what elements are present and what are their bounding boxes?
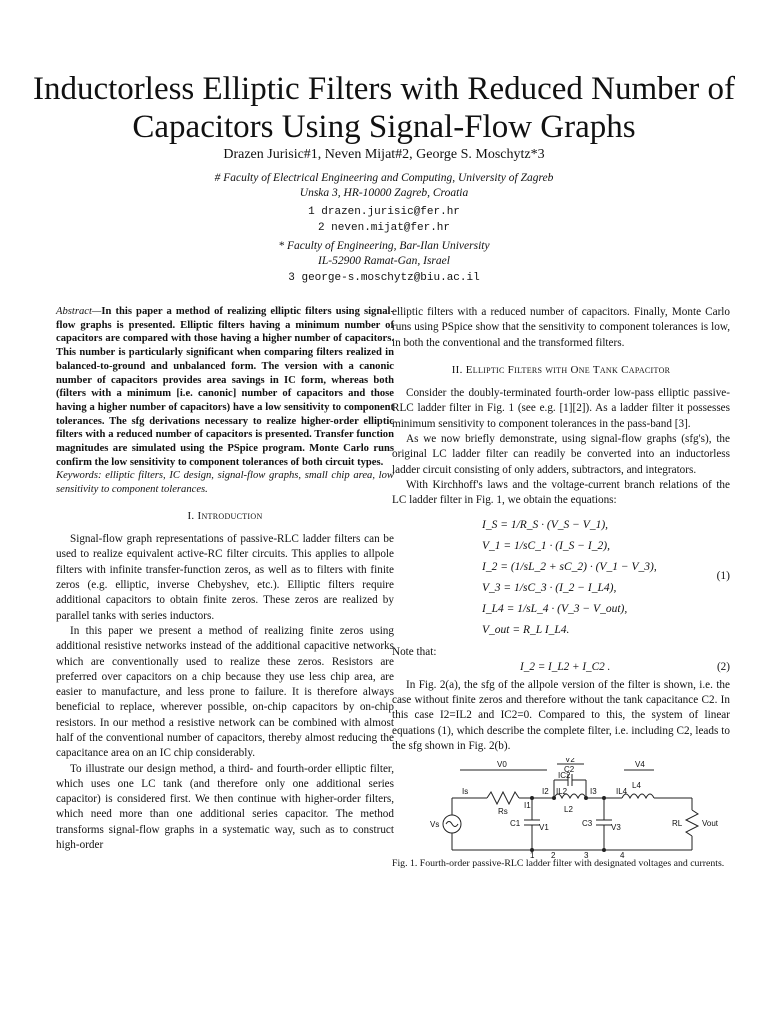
intro-paragraph-3: To illustrate our design method, a third- and fourth-order elliptic filter, which uses one LC tank (and therefore only one additional series capacitor) is considered first. We then continue with higher-order filters, which need more than one additional series capacitor. The method transforms signal-flow graphs in a systematic way, such as to construct high-order xyxy=(56,762,394,852)
right-column xyxy=(392,305,730,870)
paper-title: Inductorless Elliptic Filters with Reduced Number of Capacitors Using Signal-Flow Graphs xyxy=(32,71,736,145)
section-1-heading: I. Introduction xyxy=(187,509,263,522)
label-ic2: IC2 xyxy=(558,771,571,781)
equation-1-line: I_S = 1/R_S · (V_S − V_1), xyxy=(482,518,609,531)
label-rl: RL xyxy=(672,819,683,829)
label-i3: I3 xyxy=(590,787,597,797)
equation-1 xyxy=(392,515,730,643)
label-il2: IL2 xyxy=(556,787,568,797)
intro-paragraph-2b: In our method a resistive network can be combined with almost half of the conventional number of capacitors, thereby almost reducing the capacitance area on an IC chip considerably. xyxy=(56,716,394,760)
figure-1-circuit xyxy=(392,758,730,858)
label-v2: V2 xyxy=(565,758,575,765)
node-2: 2 xyxy=(551,851,556,859)
equation-1-number: (1) xyxy=(716,569,730,582)
section-2-paragraph-3: With Kirchhoff's laws and the voltage-current branch relations of the LC ladder filter in Fig. 1, we obtain the equations: xyxy=(392,478,730,507)
label-v4: V4 xyxy=(635,760,645,770)
note-label: Note that: xyxy=(392,645,437,658)
label-l4: L4 xyxy=(632,781,641,791)
equation-2-number: (2) xyxy=(716,660,730,673)
label-is: Is xyxy=(462,787,469,797)
label-rs: Rs xyxy=(498,807,508,817)
left-column xyxy=(56,305,394,853)
equation-2-body: I_2 = I_L2 + I_C2 . xyxy=(520,660,611,673)
label-c2: C2 xyxy=(564,765,575,775)
label-v0: V0 xyxy=(497,760,507,770)
continued-paragraph: elliptic filters with a reduced number of capacitors. Finally, Monte Carlo runs using PSpice show that the sensitivity to component tolerances is low, in both the conventional and the transformed filters. xyxy=(392,306,730,349)
equation-1-line: V_1 = 1/sC_1 · (I_S − I_2), xyxy=(482,539,610,552)
node-3: 3 xyxy=(584,851,589,859)
equation-1-line: V_3 = 1/sC_3 · (I_2 − I_L4), xyxy=(482,581,617,594)
section-2-paragraph-1: Consider the doubly-terminated fourth-order low-pass elliptic passive-RLC ladder filter in Fig. 1 (see e.g. [1][2]). As a ladder filter it possesses minimum sensitivity to component tolerances in the pass-band [3]. xyxy=(392,387,730,430)
label-vs: Vs xyxy=(430,820,440,830)
label-c3: C3 xyxy=(582,819,593,829)
label-c1: C1 xyxy=(510,819,521,829)
node-4: 4 xyxy=(620,851,625,859)
affiliation-1-line-2: Unska 3, HR-10000 Zagreb, Croatia xyxy=(299,187,469,199)
affiliation-1-line-1: # Faculty of Electrical Engineering and Computing, University of Zagreb xyxy=(214,172,554,184)
authors: Drazen Jurisic#1, Neven Mijat#2, George S. Moschytz*3 xyxy=(223,147,545,162)
figure-1-caption: Fig. 1. Fourth-order passive-RLC ladder filter with designated voltages and currents. xyxy=(392,858,725,870)
section-2-heading: II. Elliptic Filters with One Tank Capacitor xyxy=(451,363,671,376)
equation-1-line: I_2 = (1/sL_2 + sC_2) · (V_1 − V_3), xyxy=(482,560,657,573)
keywords: Keywords: elliptic filters, IC design, signal-flow graphs, small chip area, low sensitivity to component tolerances. xyxy=(56,470,394,496)
label-i1: I1 xyxy=(524,801,531,811)
affiliation-2-line-1: * Faculty of Engineering, Bar-Ilan University xyxy=(278,240,490,252)
intro-paragraph-2 xyxy=(56,624,394,762)
label-i2: I2 xyxy=(542,787,549,797)
email-3[interactable]: 3 george-s.moschytz@biu.ac.il xyxy=(288,272,480,284)
abstract-label: Abstract— xyxy=(56,306,102,317)
abstract-text: In this paper a method of realizing elliptic filters using signal-flow graphs is presented. Elliptic filters having a minimum number of capacitors are compared with those having a higher number of capacitors. This number is particularly significant when comparing filters realized in balanced-to-ground and unbalanced form. The version with a canonic number of capacitors provides area savings in IC form, whereas both (filters with a minimum [i.e. canonic] number of capacitors and those having a higher number of capacitors) have a low sensitivity to component tolerances. The sfg derivations necessary to realize higher-order elliptic filters with a reduced number of capacitors is presented. Transfer function magnitudes are simulated using the PSpice program. Monte Carlo runs confirm the low sensitivity to component tolerances of both circuit types. xyxy=(56,306,394,468)
equation-1-line: V_out = R_L I_L4. xyxy=(482,623,570,636)
section-2-paragraph-4: In Fig. 2(a), the sfg of the allpole version of the filter is shown, i.e. the case without finite zeros and therefore without the tank capacitance C2. In this case I2=IL2 and IC2=0. Compared to this, the system of linear equations (1), which describe the complete filter, i.e. including C2, leads to the sfg shown in Fig. 2(b). xyxy=(392,678,730,753)
label-v3: V3 xyxy=(611,823,621,833)
ladder-circuit-diagram xyxy=(392,758,730,858)
label-il4: IL4 xyxy=(616,787,628,797)
equation-1-line: I_L4 = 1/sL_4 · (V_3 − V_out), xyxy=(482,602,628,615)
section-2-paragraph-2: As we now briefly demonstrate, using signal-flow graphs (sfg's), the original LC ladder filter can readily be converted into an inductorless ladder circuit consisting of only adders, subtractors, and integrators. xyxy=(392,433,730,476)
abstract xyxy=(56,305,394,469)
email-2[interactable]: 2 neven.mijat@fer.hr xyxy=(317,222,451,234)
node-1: 1 xyxy=(530,851,535,859)
equation-1-lines xyxy=(482,515,657,641)
label-l2: L2 xyxy=(564,805,573,815)
equation-2 xyxy=(392,660,730,678)
intro-paragraph-2a: In this paper we present a method of realizing finite zeros using additional resistive networks instead of the additional capacitive networks which are conventionally used to realize these zeros. Resistors are preferred over capacitors on a chip because they use less chip area, are easier to manufacture, and less prone to failure. It is therefore always beneficial to replace, wherever possible, on-chip capacitors by on-chip resistors. xyxy=(56,624,394,729)
email-1[interactable]: 1 drazen.jurisic@fer.hr xyxy=(308,206,460,218)
label-vout: Vout xyxy=(702,819,719,829)
intro-paragraph-1: Signal-flow graph representations of passive-RLC ladder filters can be used to realize equivalent active-RC filter circuits. This applies to allpole filters with infinite transfer-function zeros, as well as to filters with finite zeros (e.g. elliptic, inverse Chebyshev, etc.). Elliptic filters require additional capacitors to obtain finite zeros. These zeros are realized by parallel tanks with series inductors. xyxy=(56,533,394,622)
label-v1: V1 xyxy=(539,823,549,833)
affiliation-2-line-2: IL-52900 Ramat-Gan, Israel xyxy=(318,255,450,267)
